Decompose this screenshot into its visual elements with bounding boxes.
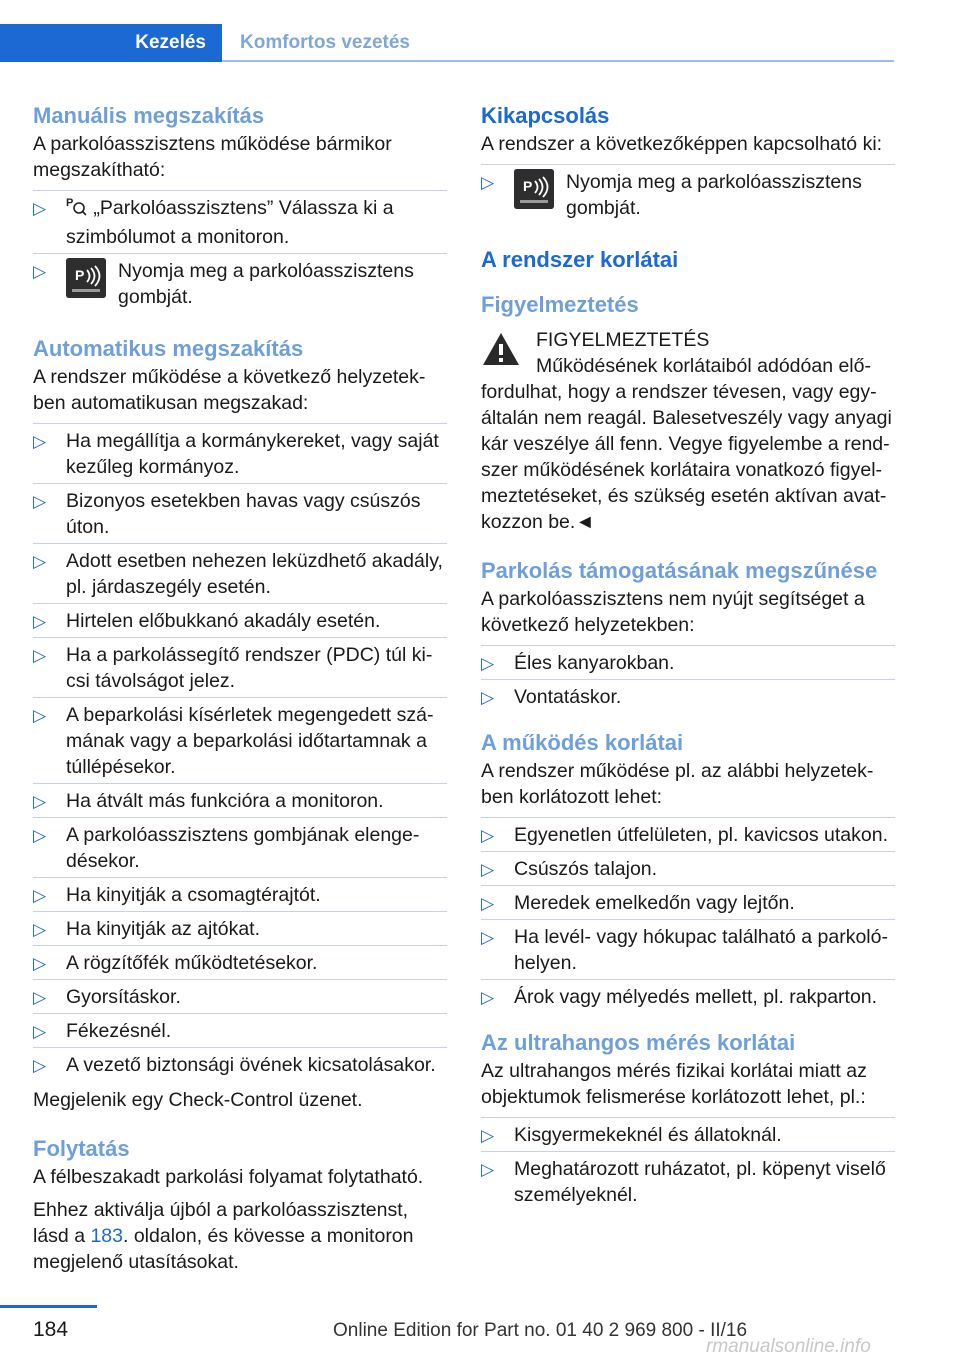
- edition-note: Online Edition for Part no. 01 40 2 969 800 - II/16: [333, 1320, 748, 1341]
- triangle-bullet-icon: ▷: [33, 886, 47, 905]
- triangle-bullet-icon: ▷: [481, 173, 495, 192]
- triangle-bullet-icon: ▷: [33, 612, 47, 631]
- manual-intro: A parkolóasszisztens működése bármikor megszakítható:: [33, 133, 392, 181]
- section-title-support-end: Parkolás támogatásának megszűnése: [481, 558, 878, 583]
- section-title-manual: Manuális megszakítás: [33, 103, 265, 128]
- list-item-text: Nyomja meg a parkolóasszisztens gombját.: [118, 260, 414, 308]
- section-title-warning: Figyelmeztetés: [481, 292, 639, 317]
- section-title-ultrasonic-limits: Az ultrahangos mérés korlátai: [481, 1030, 796, 1055]
- svg-text:P: P: [66, 197, 74, 209]
- triangle-bullet-icon: ▷: [481, 928, 495, 947]
- list-item: ▷ Bizonyos esetekben havas vagy csúszós úton.: [33, 483, 447, 543]
- list-item: ▷ Vontatáskor.: [481, 679, 895, 713]
- triangle-bullet-icon: ▷: [33, 920, 47, 939]
- triangle-bullet-icon: ▷: [481, 860, 495, 879]
- triangle-bullet-icon: ▷: [33, 492, 47, 511]
- triangle-bullet-icon: ▷: [33, 706, 47, 725]
- triangle-bullet-icon: ▷: [481, 1126, 495, 1145]
- list-item: ▷ Kisgyermekeknél és állatoknál.: [481, 1117, 895, 1151]
- function-intro: A rendszer működése pl. az alábbi helyzetekben korlátozott lehet:: [481, 760, 874, 808]
- parking-assistant-button-icon: [66, 258, 106, 298]
- triangle-bullet-icon: ▷: [33, 552, 47, 571]
- section-title-continue: Folytatás: [33, 1136, 130, 1161]
- list-item-text: „Parkolóasszisztens” Válassza ki a szimbólumot a monitoron.: [66, 197, 394, 248]
- watermark: rmanualsonline.info: [706, 1336, 871, 1357]
- auto-list: [33, 423, 447, 1081]
- list-item: ▷ Hirtelen előbukkanó akadály esetén.: [33, 603, 447, 637]
- triangle-bullet-icon: ▷: [481, 688, 495, 707]
- header-bar: [0, 0, 960, 64]
- section-title-function-limits: A működés korlátai: [481, 730, 684, 755]
- parking-assistant-symbol-icon: [66, 195, 88, 224]
- ultrasonic-list: [481, 1117, 895, 1211]
- footer-rule: [0, 1305, 97, 1308]
- list-item: ▷ A parkolóasszisztens gombjának elengedésekor.: [33, 817, 447, 877]
- off-list: [481, 164, 895, 224]
- list-item: ▷ Ha kinyitják a csomagtérajtót.: [33, 877, 447, 911]
- header-divider: [222, 60, 894, 62]
- list-item: ▷ A vezető biztonsági övének kicsatolásakor.: [33, 1047, 447, 1081]
- warning-triangle-icon: [481, 331, 521, 372]
- list-item: ▷ Ha átvált más funkcióra a monitoron.: [33, 783, 447, 817]
- list-item: [33, 190, 447, 253]
- warning-body: Működésének korlátaiból adódóan előfordulhat, hogy a rendszer tévesen, vagy egyáltalán nem reagál. Balesetveszély vagy anyagi kár veszélye áll fenn. Vegye figyelembe a rendszer működésének korlátaira vonatkozó figyelmeztetéseket, és szükség esetén aktívan avatkozzon be.◄: [481, 355, 892, 533]
- list-item: ▷ Adott esetben nehezen leküzdhető akadály, pl. járdaszegély esetén.: [33, 543, 447, 603]
- triangle-bullet-icon: ▷: [481, 988, 495, 1007]
- continue-p2: Ehhez aktiválja újból a parkolóasszisztenst, lásd a 183. oldalon, és kövesse a monitoron megjelenő utasításokat.: [33, 1199, 414, 1273]
- tab-kezeles[interactable]: Kezelés: [0, 24, 222, 62]
- tab-komfortos-vezetes[interactable]: Komfortos vezetés: [240, 32, 410, 53]
- triangle-bullet-icon: ▷: [33, 988, 47, 1007]
- triangle-bullet-icon: ▷: [33, 1022, 47, 1041]
- page-number: 184: [33, 1318, 69, 1341]
- list-item: ▷ Ha levél- vagy hókupac található a parkolóhelyen.: [481, 919, 895, 979]
- warning-heading: FIGYELMEZTETÉS: [536, 329, 710, 351]
- support-intro: A parkolóasszisztens nem nyújt segítséget a következő helyzetekben:: [481, 588, 865, 636]
- list-item: ▷ Meredek emelkedőn vagy lejtőn.: [481, 885, 895, 919]
- triangle-bullet-icon: ▷: [481, 894, 495, 913]
- list-item: ▷ Egyenetlen útfelületen, pl. kavicsos utakon.: [481, 817, 895, 851]
- list-item: ▷ Ha a parkolássegítő rendszer (PDC) túl kicsi távolságot jelez.: [33, 637, 447, 697]
- triangle-bullet-icon: ▷: [33, 646, 47, 665]
- function-list: [481, 817, 895, 1013]
- list-item: ▷ Éles kanyarokban.: [481, 645, 895, 679]
- list-item: ▷ Ha megállítja a kormánykereket, vagy saját kezűleg kormányoz.: [33, 423, 447, 483]
- list-item: ▷ Meghatározott ruházatot, pl. köpenyt viselő személyeknél.: [481, 1151, 895, 1211]
- triangle-bullet-icon: ▷: [33, 954, 47, 973]
- list-item: ▷ Árok vagy mélyedés mellett, pl. rakparton.: [481, 979, 895, 1013]
- triangle-bullet-icon: ▷: [33, 792, 47, 811]
- list-item: [33, 253, 447, 313]
- triangle-bullet-icon: ▷: [33, 432, 47, 451]
- svg-text:P: P: [75, 267, 85, 283]
- auto-outro: Megjelenik egy Check-Control üzenet.: [33, 1089, 363, 1111]
- warning-block: [481, 327, 895, 353]
- triangle-bullet-icon: ▷: [481, 1160, 495, 1179]
- list-item: [481, 164, 895, 224]
- continue-p1: A félbeszakadt parkolási folyamat folytatható.: [33, 1166, 424, 1188]
- triangle-bullet-icon: ▷: [33, 199, 47, 218]
- right-column: [481, 100, 895, 1211]
- section-title-auto: Automatikus megszakítás: [33, 336, 304, 361]
- list-item: ▷ Csúszós talajon.: [481, 851, 895, 885]
- list-item: ▷ Gyorsításkor.: [33, 979, 447, 1013]
- triangle-bullet-icon: ▷: [33, 826, 47, 845]
- list-item: ▷ A beparkolási kísérletek megengedett számának vagy a beparkolási időtartamnak a túllépésekor.: [33, 697, 447, 783]
- triangle-bullet-icon: ▷: [33, 1056, 47, 1075]
- svg-text:P: P: [523, 178, 533, 194]
- manual-list: [33, 190, 447, 313]
- off-intro: A rendszer a következőképpen kapcsolható ki:: [481, 133, 883, 155]
- list-item-text: Nyomja meg a parkolóasszisztens gombját.: [566, 171, 862, 219]
- parking-assistant-button-icon: [514, 169, 554, 209]
- page-link-183[interactable]: 183: [90, 1225, 123, 1247]
- triangle-bullet-icon: ▷: [481, 654, 495, 673]
- left-column: [33, 100, 447, 1275]
- list-item: ▷ Fékezésnél.: [33, 1013, 447, 1047]
- support-list: [481, 645, 895, 713]
- list-item: ▷ Ha kinyitják az ajtókat.: [33, 911, 447, 945]
- section-title-off: Kikapcsolás: [481, 103, 610, 128]
- auto-intro: A rendszer működése a következő helyzetekben automatikusan megszakad:: [33, 366, 426, 414]
- section-title-limits: A rendszer korlátai: [481, 247, 679, 272]
- triangle-bullet-icon: ▷: [481, 826, 495, 845]
- ultrasonic-intro: Az ultrahangos mérés fizikai korlátai miatt az objektumok felismerése korlátozott lehet, pl.:: [481, 1060, 867, 1108]
- triangle-bullet-icon: ▷: [33, 262, 47, 281]
- list-item: ▷ A rögzítőfék működtetésekor.: [33, 945, 447, 979]
